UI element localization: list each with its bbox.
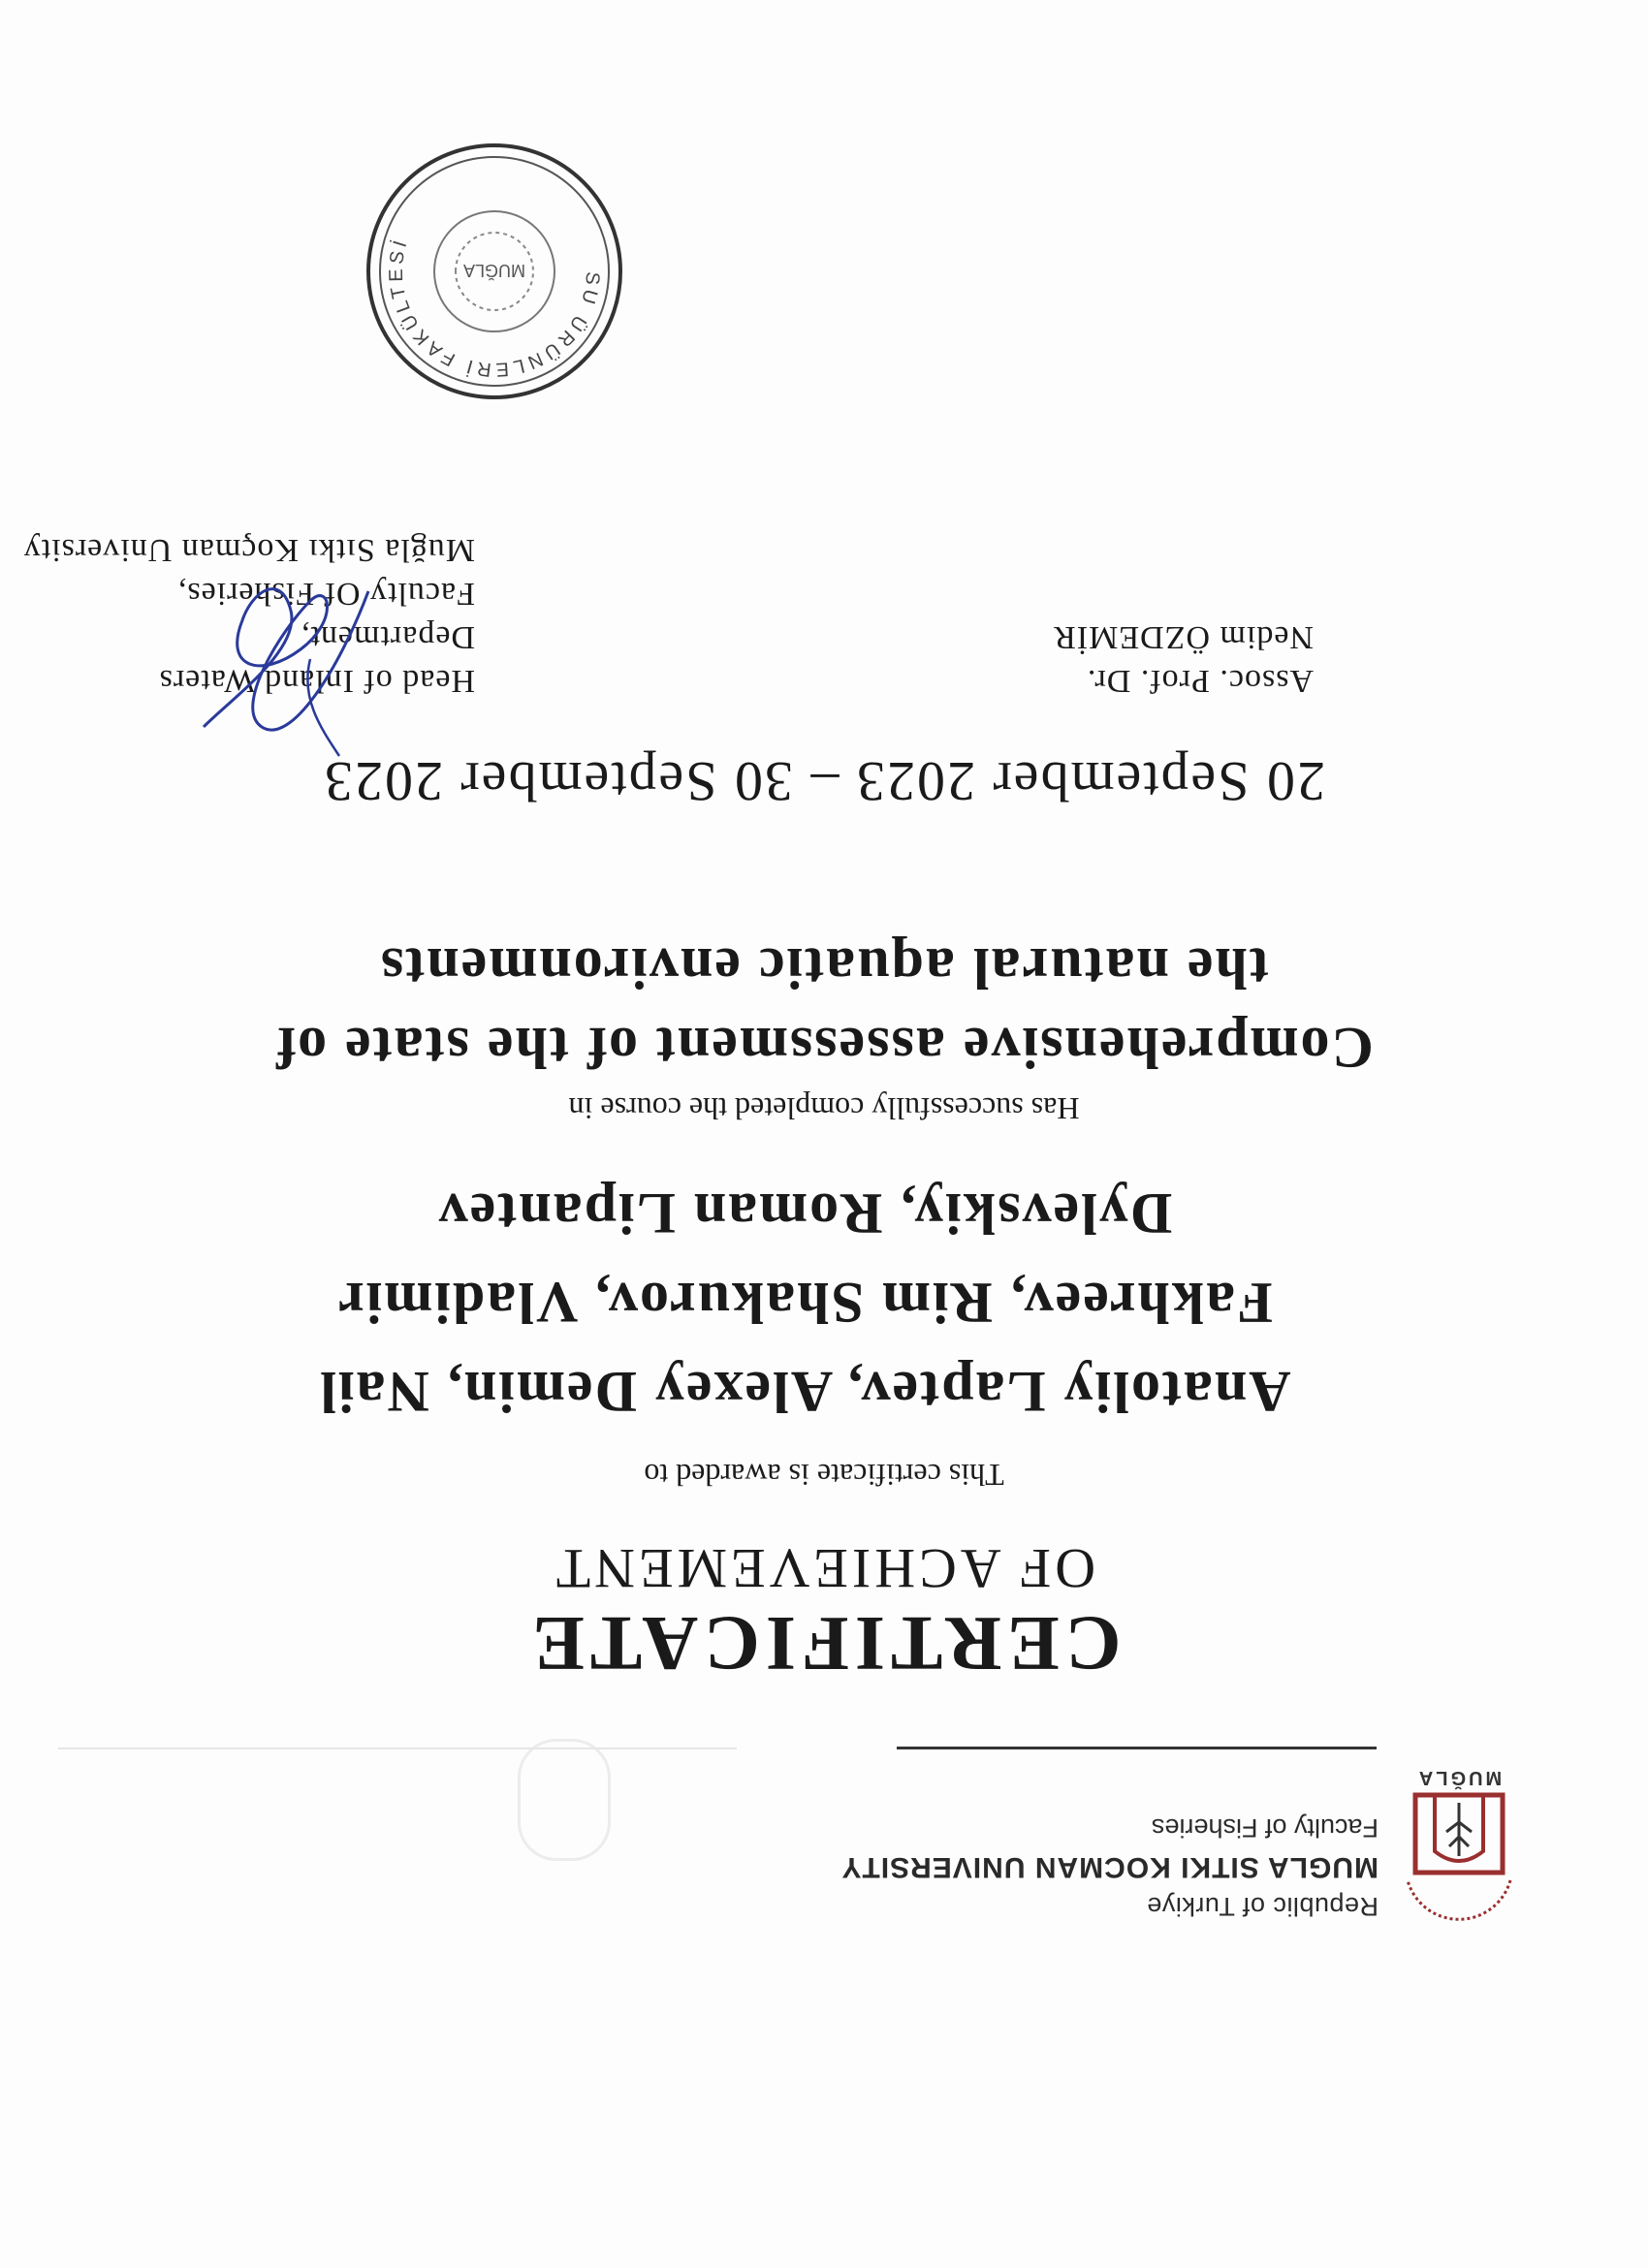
university-logo xyxy=(1396,1764,1522,1948)
completed-text: Has successfully completed the course in xyxy=(568,1091,1080,1126)
letterhead-university: MUGLA SITKI KOCMAN UNIVERSITY xyxy=(840,1851,1379,1883)
signatory-name: Nedim ÖZDEMİR xyxy=(1053,619,1314,655)
course-title: Comprehensive assessment of the state of the natural aquatic environments xyxy=(274,936,1374,1080)
handwritten-signature xyxy=(174,543,397,785)
awarded-to-text: This certificate is awarded to xyxy=(644,1458,1004,1493)
faded-watermark-mark xyxy=(518,1739,611,1861)
official-stamp xyxy=(359,136,630,407)
letterhead-faculty: Faculty of Fisheries xyxy=(1151,1813,1379,1843)
signatory-name-block xyxy=(1053,615,1314,703)
certificate-subtitle: OF ACHIEVEMENT xyxy=(552,1537,1096,1600)
letterhead-country: Republic of Turkiye xyxy=(1146,1892,1379,1921)
signatory-role-line2: Faculty Of Fisheries, xyxy=(176,576,475,612)
letterhead xyxy=(0,1716,1522,1948)
recipient-names: Anatoliy Laptev, Alexey Demin, Nail Fakhreev, Rim Shakurov, Vladimir Dylevskiy, Roman Lipantev xyxy=(318,1181,1291,1424)
svg-text:SU ÜRÜNLERİ FAKÜLTESİ xyxy=(386,235,603,381)
logo-wordmark: MUĞLA xyxy=(1415,1767,1503,1788)
course-dates: 20 September 2023 – 30 September 2023 xyxy=(322,750,1326,813)
faded-watermark-rule xyxy=(58,1748,737,1749)
letterhead-rule xyxy=(897,1747,1377,1749)
signatory-role-line1: Head of Inland Waters Department, xyxy=(158,619,475,699)
certificate-title: CERTIFICATE xyxy=(526,1600,1122,1685)
stamp-ring-text: SU ÜRÜNLERİ FAKÜLTESİ xyxy=(385,235,604,381)
stamp-center-text: MUĞLA xyxy=(462,261,526,280)
signatory-title: Assoc. Prof. Dr. xyxy=(1086,663,1314,699)
signatory-role-line3: Muğla Sıtkı Koçman University xyxy=(22,532,475,568)
letterhead-text xyxy=(840,1812,1379,1921)
